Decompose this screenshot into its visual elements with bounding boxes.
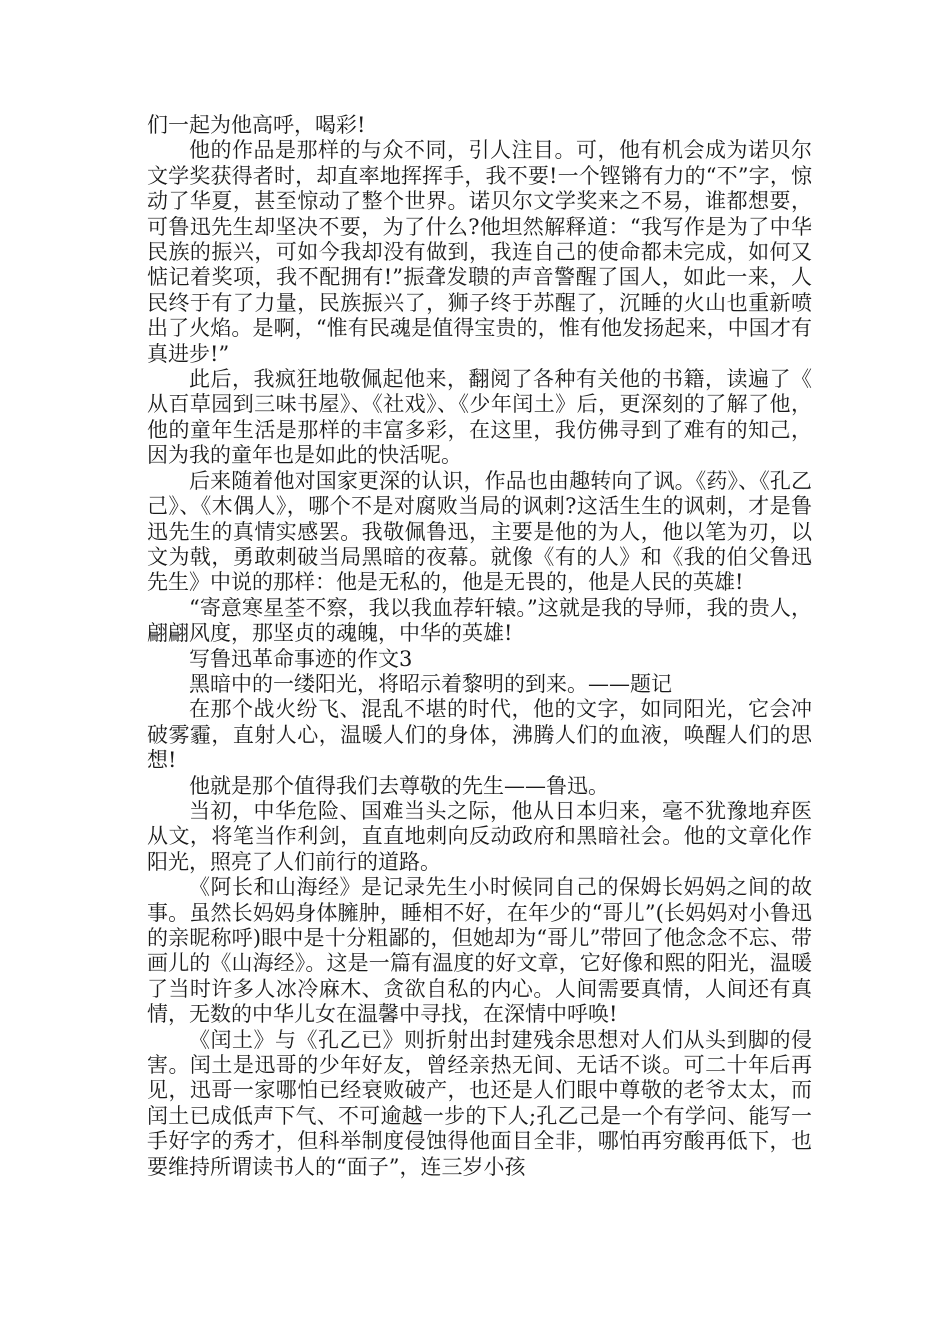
paragraph-reading-works: 此后，我疯狂地敬佩起他来，翻阅了各种有关他的书籍，读遍了《从百草园到三味书屋》、《社戏》、《少年闰土》后，更深刻的了解了他，他的童年生活是那样的丰富多彩，在这里，我仿佛寻到了难有的知己，因为我的童年也是如此的快活呢。 bbox=[147, 367, 812, 468]
paragraph-runtu-kongyiji: 《闰土》与《孔乙已》则折射出封建残余思想对人们从头到脚的侵害。闰土是迅哥的少年好友，曾经亲热无间、无话不谈。可二十年后再见，迅哥一家哪怕已经衰败破产，也还是人们眼中尊敬的老爷太太，而闰土已成低声下气、不可逾越一步的下人;孔乙己是一个有学问、能写一手好字的秀才，但科举制度侵蚀得他面目全非，哪怕再穷酸再低下，也要维持所谓读书人的“面子”，连三岁小孩 bbox=[147, 1027, 812, 1179]
paragraph-epigraph: 黑暗中的一缕阳光，将昭示着黎明的到来。——题记 bbox=[189, 671, 672, 696]
paragraph-continued-cheer: 们一起为他高呼，喝彩! bbox=[147, 113, 366, 137]
paragraph-satire: 后来随着他对国家更深的认识，作品也由趣转向了讽。《药》、《孔乙己》、《木偶人》，哪个不是对腐败当局的讽刺?这活生生的讽刺，才是鲁迅先生的真情实感罢。我敬佩鲁迅，主要是他的为人，他以笔为刃，以文为戟，勇敢刺破当局黑暗的夜幕。就像《有的人》和《我的伯父鲁迅先生》中说的那样：他是无私的，他是无畏的，他是人民的英雄! bbox=[147, 468, 812, 595]
paragraph-wartime: 在那个战火纷飞、混乱不堪的时代，他的文字，如同阳光，它会冲破雾霾，直射人心，温暖人们的身体，沸腾人们的血液，唤醒人们的思想! bbox=[147, 697, 812, 773]
paragraph-a-chang: 《阿长和山海经》是记录先生小时候同自己的保姆长妈妈之间的故事。虽然长妈妈身体臃肿，睡相不好，在年少的“哥儿”(长妈妈对小鲁迅的亲昵称呼)眼中是十分粗鄙的，但她却为“哥儿”带回了他念念不忘、带画儿的《山海经》。这是一篇有温度的好文章，它好像和熙的阳光，温暖了当时许多人冰冷麻木、贪欲自私的内心。人间需要真情，人间还有真情，无数的中华儿女在温馨中寻找，在深情中呼唤! bbox=[147, 875, 812, 1027]
paragraph-respected-teacher: 他就是那个值得我们去尊敬的先生——鲁迅。 bbox=[189, 773, 609, 798]
essay-heading: 写鲁迅革命事迹的作文3 bbox=[189, 646, 413, 671]
paragraph-quote-mentor: “寄意寒星荃不察，我以我血荐轩辕。”这就是我的导师，我的贵人，翩翩风度，那坚贞的魂魄，中华的英雄! bbox=[147, 595, 812, 646]
paragraph-abandon-medicine: 当初，中华危险、国难当头之际，他从日本归来，毫不犹豫地弃医从文，将笔当作利剑，直直地刺向反动政府和黑暗社会。他的文章化作阳光，照亮了人们前行的道路。 bbox=[147, 798, 812, 874]
document-page bbox=[147, 113, 812, 1180]
paragraph-nobel-refusal: 他的作品是那样的与众不同，引人注目。可，他有机会成为诺贝尔文学奖获得者时，却直率地挥挥手，我不要!一个铿锵有力的“不”字，惊动了华夏，甚至惊动了整个世界。诺贝尔文学奖来之不易，谁都想要，可鲁迅先生却坚决不要，为了什么?他坦然解释道：“我写作是为了中华民族的振兴，可如今我却没有做到，我连自己的使命都未完成，如何又惦记着奖项，我不配拥有!”振聋发聩的声音警醒了国人，如此一来，人民终于有了力量，民族振兴了，狮子终于苏醒了，沉睡的火山也重新喷出了火焰。是啊，“惟有民魂是值得宝贵的，惟有他发扬起来，中国才有真进步!” bbox=[147, 138, 812, 366]
